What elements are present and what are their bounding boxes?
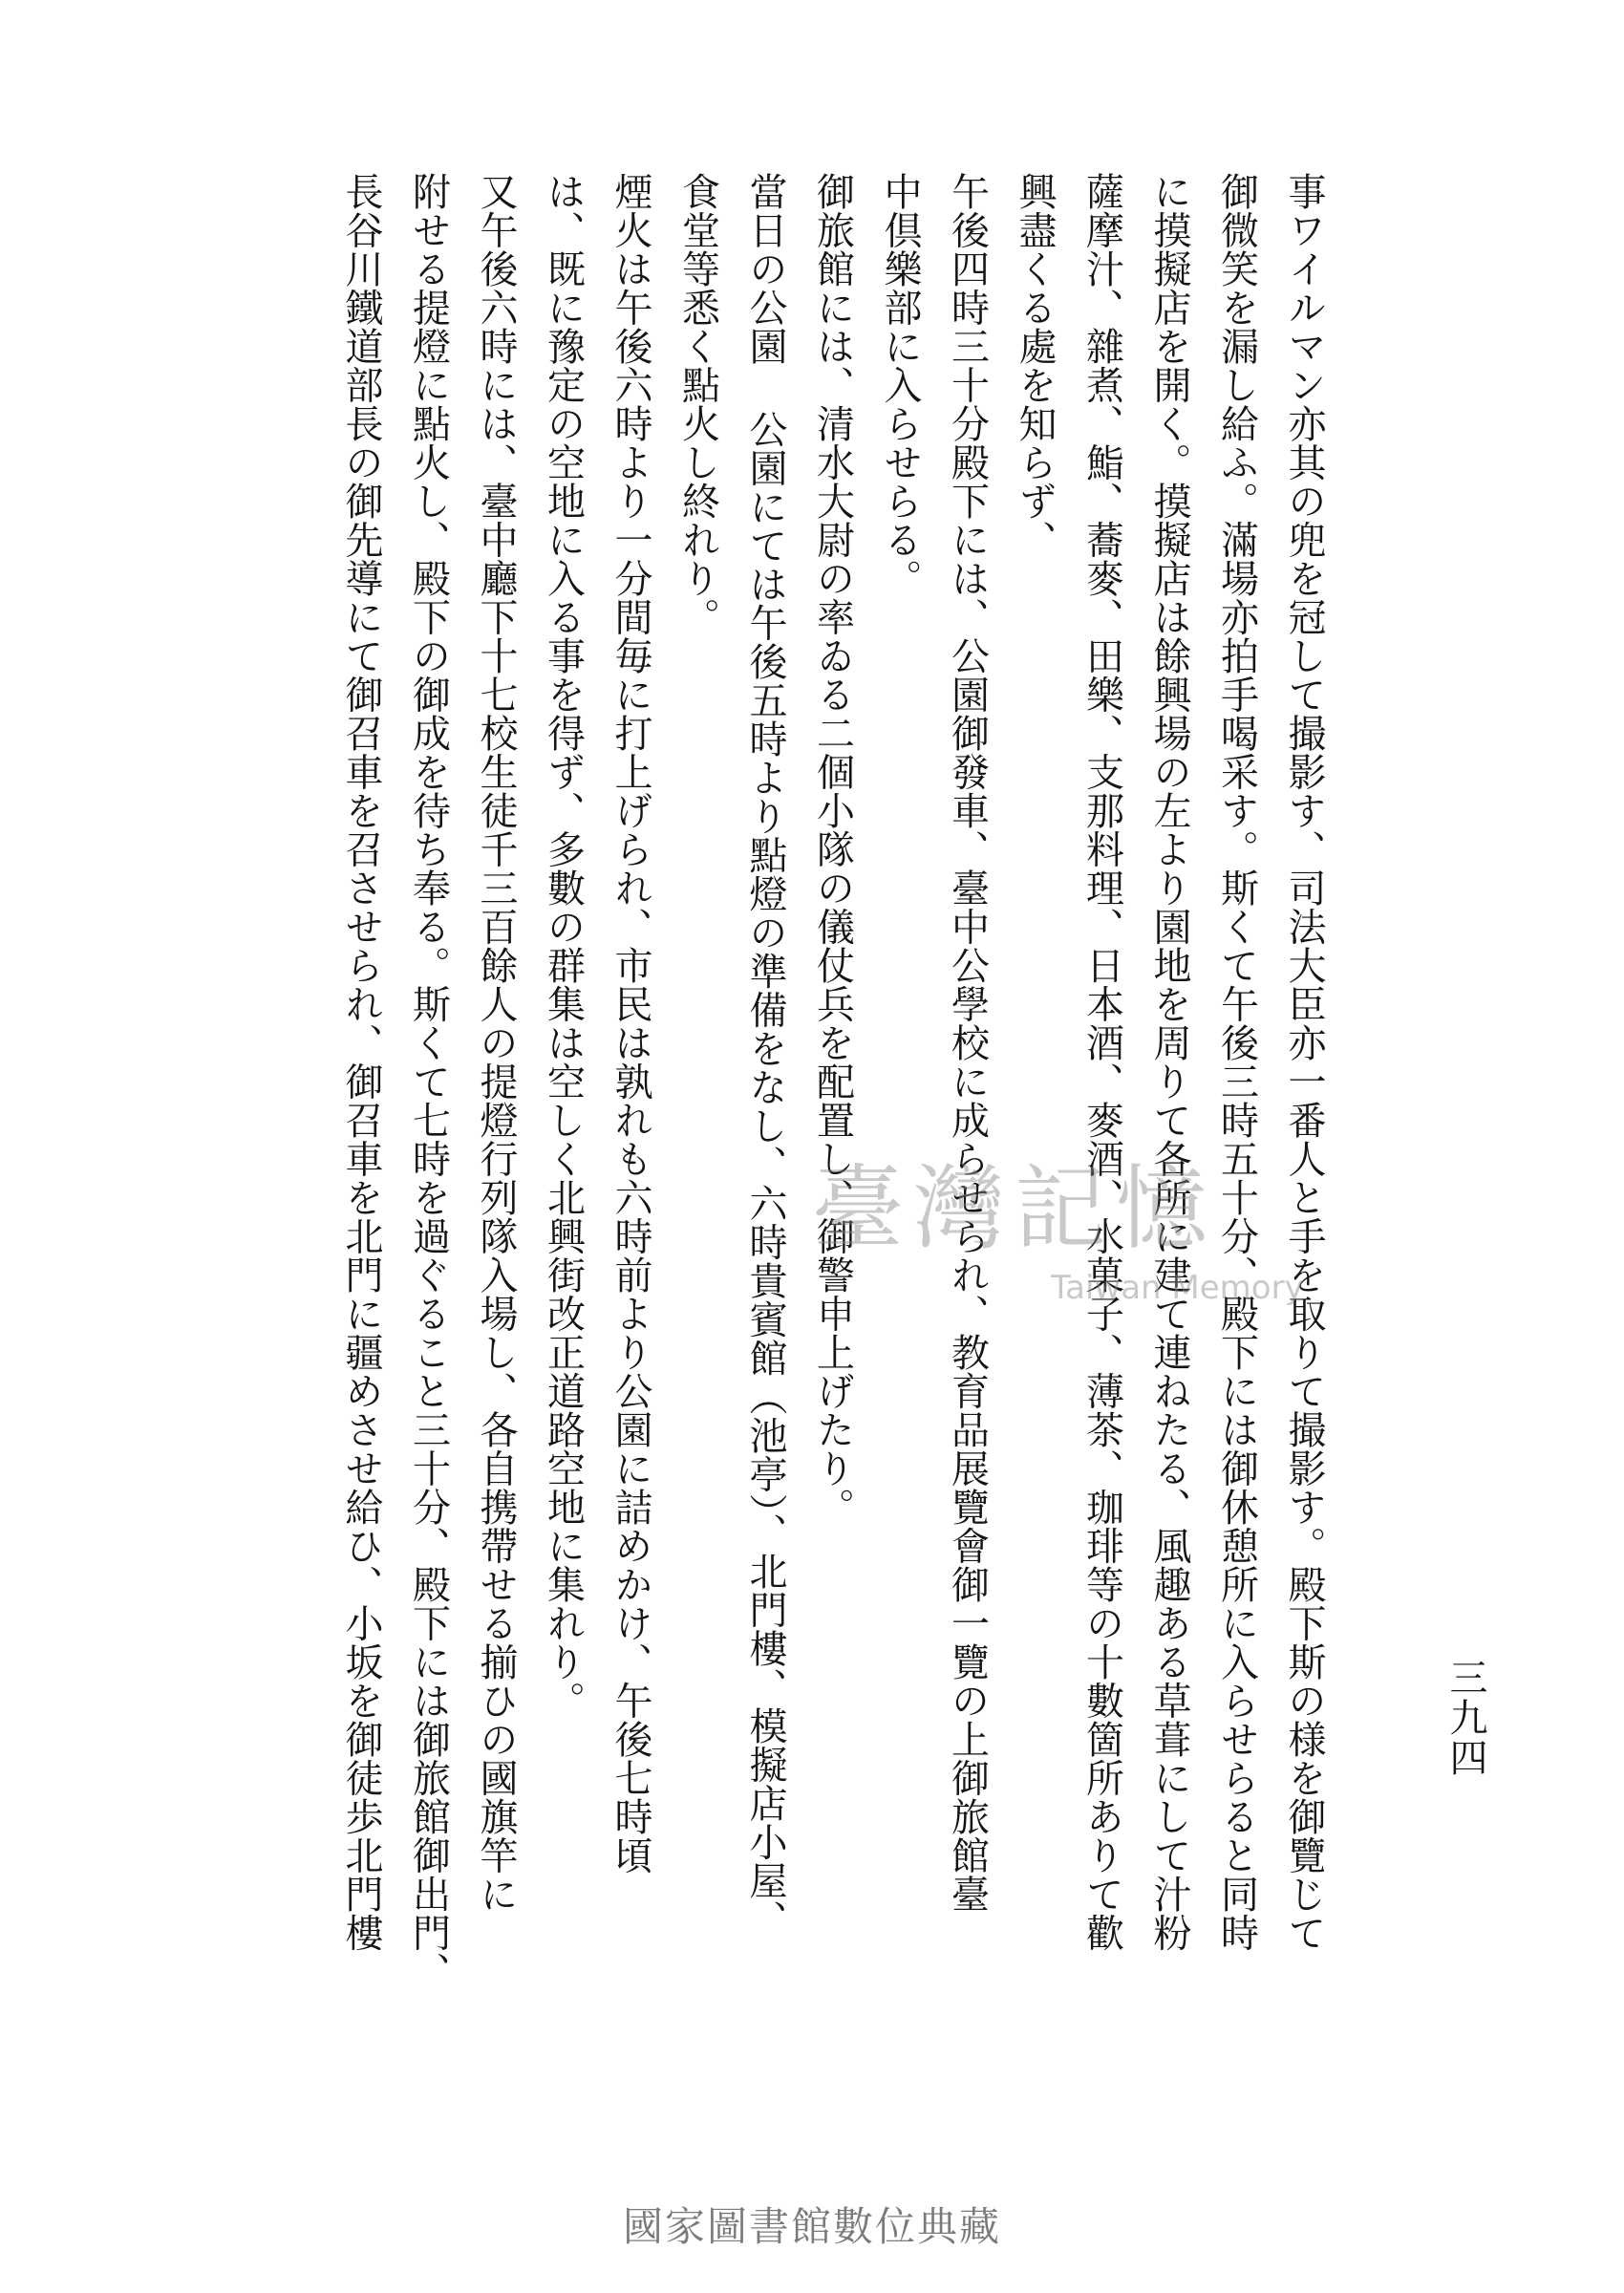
text-column: に摸擬店を開く。摸擬店は餘興場の左より園地を周りて各所に建て連ねたる、風趣ある草葺にして汁粉 (1147, 172, 1191, 1952)
watermark-subtitle: Taiwan Memory (1051, 1269, 1304, 1307)
text-column: 附せる提燈に點火し、殿下の御成を待ち奉る。斯くて七時を過ぐること三十分、殿下には御旅館御出門、 (406, 172, 451, 1991)
text-column: 御旅館には、清水大尉の率ゐる二個小隊の儀仗兵を配置し、御警申上げたり。 (810, 172, 855, 1527)
page-number: 三九四 (1443, 1658, 1487, 1778)
text-column: 食堂等悉く點火し終れり。 (675, 172, 720, 636)
text-column: 長谷川鐵道部長の御先導にて御召車を召させられ、御召車を北門に疆めさせ給ひ、小坂を御徒歩北門樓 (339, 172, 383, 1952)
watermark-title: 臺灣記憶 (812, 1155, 1217, 1262)
body-text (328, 172, 1338, 2045)
text-column: 又午後六時には、臺中廳下十七校生徒千三百餘人の提燈行列隊入場し、各自携帶せる揃ひの國旗竿に (474, 172, 518, 1914)
text-column: 興盡くる處を知らず、 (1013, 172, 1057, 559)
text-column: 煙火は午後六時より一分間毎に打上げられ、市民は孰れも六時前より公園に詰めかけ、午後七時頃 (609, 172, 652, 1875)
text-column: 薩摩汁、雜煮、鮨、蕎麥、田樂、支那料理、日本酒、麥酒、水菓子、薄茶、珈琲等の十數箇所ありて歡 (1079, 172, 1124, 1952)
footer-credit: 國家圖書館數位典藏 (622, 2203, 1001, 2250)
text-column: は、既に豫定の空地に入る事を得ず、多數の群集は空しく北興街改正道路空地に集れり。 (541, 172, 586, 1720)
text-column: 當日の公園 公園にては午後五時より點燈の準備をなし、六時貴賓館（池亭）、北門樓、模擬店小屋、 (743, 172, 787, 1939)
text-column: 事ワイルマン亦其の兜を冠して撮影す、司法大臣亦一番人と手を取りて撮影す。殿下斯の様を御覽じて (1282, 172, 1326, 1952)
text-column: 御微笑を漏し給ふ。滿場亦拍手喝采す。斯くて午後三時五十分、殿下には御休憩所に入らせらると同時 (1214, 172, 1259, 1952)
text-column: 午後四時三十分殿下には、公園御發車、臺中公學校に成らせられ、教育品展覽會御一覽の上御旅館臺 (945, 172, 990, 1914)
text-column: 中倶樂部に入らせらる。 (878, 172, 922, 598)
